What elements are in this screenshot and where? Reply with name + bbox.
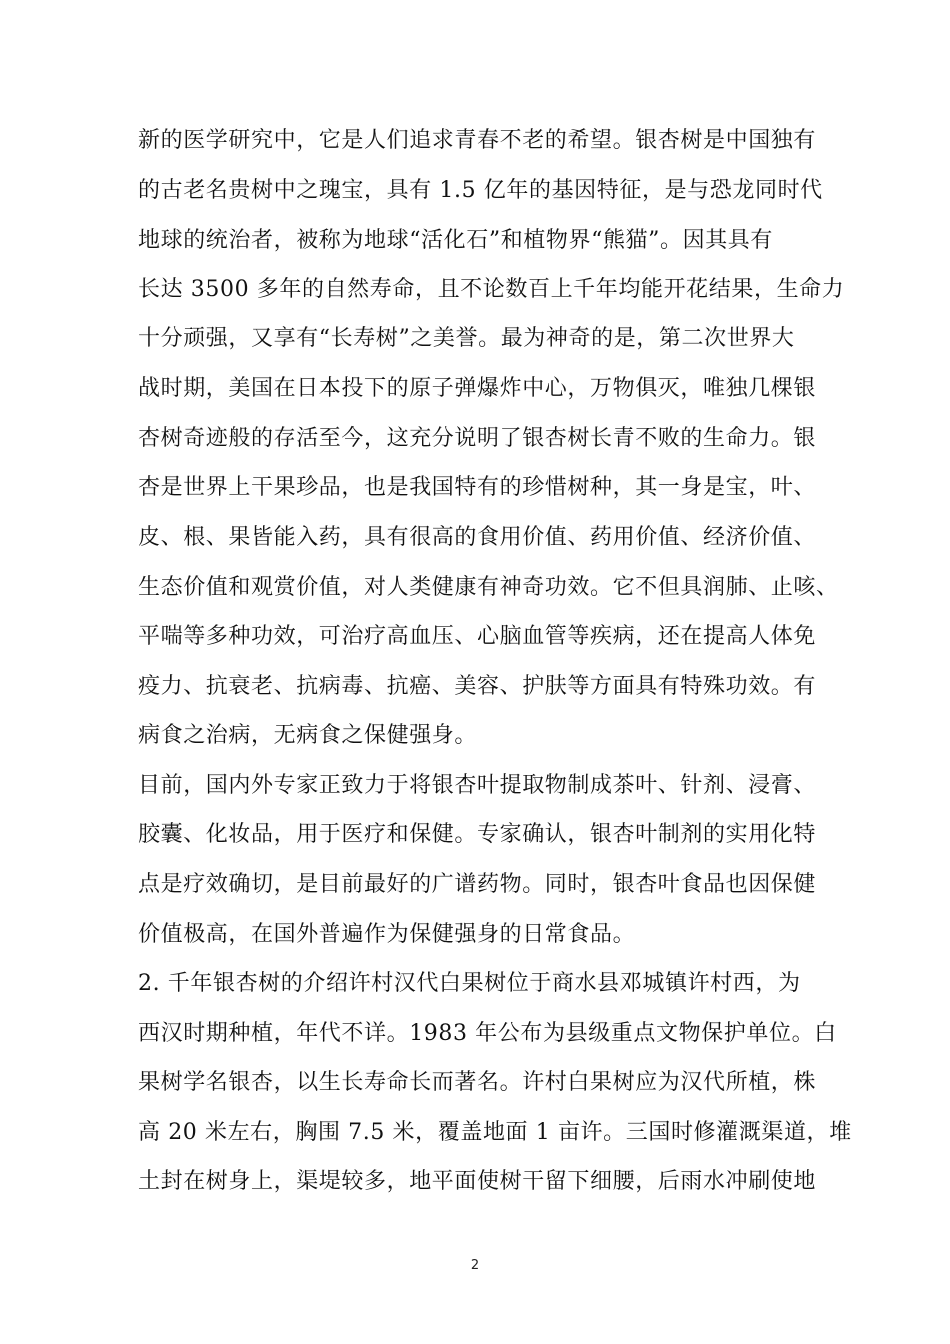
text-line: 生态价值和观赏价值，对人类健康有神奇功效。它不但具润肺、止咳、 [138,575,839,600]
text-line: 价值极高，在国外普遍作为保健强身的日常食品。 [138,922,636,947]
text-line: 西汉时期种植，年代不详。1983 年公布为县级重点文物保护单位。白 [138,1021,837,1046]
page-number: 2 [470,1258,480,1273]
text-line: 地球的统治者，被称为地球“活化石”和植物界“熊猫”。因其具有 [138,228,773,253]
text-line: 疫力、抗衰老、抗病毒、抗癌、美容、护肤等方面具有特殊功效。有 [138,674,817,699]
text-line: 平喘等多种功效，可治疗高血压、心脑血管等疾病，还在提高人体免 [138,624,817,649]
text-line: 杏是世界上干果珍品，也是我国特有的珍惜树种，其一身是宝，叶、 [138,475,817,500]
text-line: 目前，国内外专家正致力于将银杏叶提取物制成茶叶、针剂、浸膏、 [138,773,817,798]
text-line: 的古老名贵树中之瑰宝，具有 1.5 亿年的基因特征，是与恐龙同时代 [138,178,823,203]
text-line: 高 20 米左右，胸围 7.5 米，覆盖地面 1 亩许。三国时修灌溉渠道，堆 [138,1120,852,1145]
text-line: 病食之治病，无病食之保健强身。 [138,723,478,748]
text-line: 长达 3500 多年的自然寿命，且不论数百上千年均能开花结果，生命力 [138,277,845,302]
text-line: 十分顽强，又享有“长寿树”之美誉。最为神奇的是，第二次世界大 [138,326,795,351]
text-line: 新的医学研究中，它是人们追求青春不老的希望。银杏树是中国独有 [138,128,817,153]
text-line: 2. 千年银杏树的介绍许村汉代白果树位于商水县邓城镇许村西，为 [138,971,801,996]
text-line: 杏树奇迹般的存活至今，这充分说明了银杏树长青不败的生命力。银 [138,426,817,451]
text-line: 土封在树身上，渠堤较多，地平面使树干留下细腰，后雨水冲刷使地 [138,1169,817,1194]
text-line: 胶囊、化妆品，用于医疗和保健。专家确认，银杏叶制剂的实用化特 [138,822,817,847]
text-line: 点是疗效确切，是目前最好的广谱药物。同时，银杏叶食品也因保健 [138,872,817,897]
text-line: 战时期，美国在日本投下的原子弹爆炸中心，万物俱灭，唯独几棵银 [138,376,817,401]
text-line: 皮、根、果皆能入药，具有很高的食用价值、药用价值、经济价值、 [138,525,817,550]
text-line: 果树学名银杏，以生长寿命长而著名。许村白果树应为汉代所植，株 [138,1070,817,1095]
